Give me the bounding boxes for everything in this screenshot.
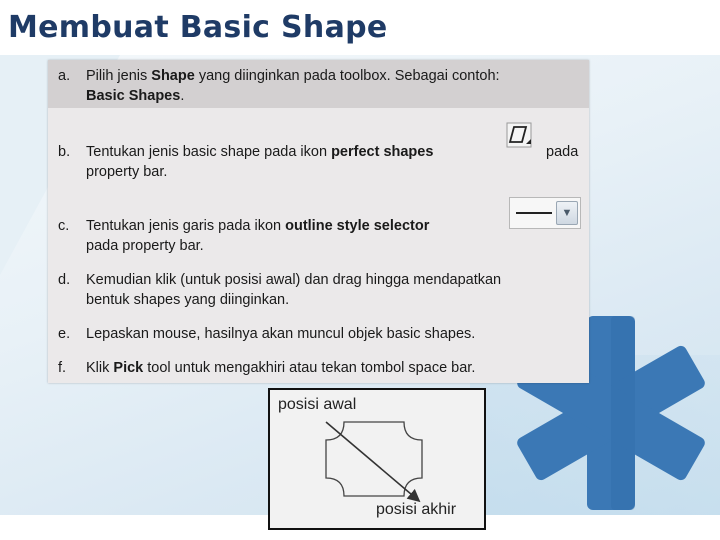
perfect-shapes-icon <box>506 122 532 148</box>
item-label: f. <box>58 360 67 376</box>
shape-illustration <box>268 388 486 530</box>
document-scan: a. Pilih jenis Shape yang diinginkan pada toolbox. Sebagai contoh: Basic Shapes. b. Tentukan jenis basic shape pada ikon perfect shapes pada property bar. c. Tentukan jenis garis pada ikon outline style selector pada property bar. ▼ d. Kemudian klik (untuk posisi awal) dan drag hingga mendapatkan bentuk shapes yang diinginkan. e. Lepaskan mouse, hasilnya akan muncul objek basic shapes. f. Klik Pick tool untuk mengakhiri atau tekan tombol space bar. <box>48 60 589 383</box>
list-item-tail: pada <box>546 144 579 160</box>
slide-title: Membuat Basic Shape <box>8 10 388 45</box>
item-label: e. <box>58 326 71 342</box>
outline-style-selector-icon <box>509 197 581 229</box>
item-label: b. <box>58 144 71 160</box>
chevron-down-icon: ▼ <box>556 201 578 225</box>
end-position-label: posisi akhir <box>376 501 457 518</box>
item-label: d. <box>58 272 71 288</box>
item-label: a. <box>58 68 71 84</box>
item-label: c. <box>58 218 70 234</box>
start-position-label: posisi awal <box>278 396 357 413</box>
line-sample <box>516 212 552 214</box>
